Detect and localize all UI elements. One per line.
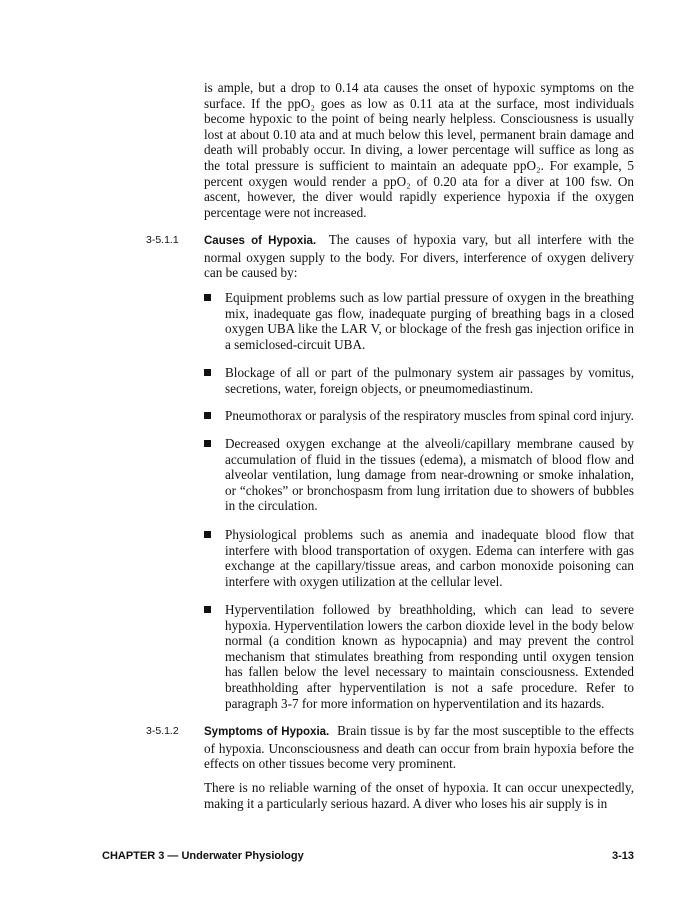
bullet-square-icon bbox=[204, 606, 211, 613]
intro-paragraph: is ample, but a drop to 0.14 ata causes the onset of hypoxic symptoms on the surface. If the ppO₂ goes as low as 0.11 ata at the surface, most individuals become hypoxic to the point of being nearly helpless. Consciousness is usually lost at about 0.10 ata and at much below this level, permanent brain damage and death will probably occur. In diving, a lower percentage will suffice as long as the total pressure is sufficient to maintain an adequate ppO₂. For example, 5 percent oxygen would render a ppO₂ of 0.20 ata for a diver at 100 fsw. On ascent, however, the diver would rapidly experience hypoxia if the oxygen percentage were not increased. bbox=[204, 80, 634, 220]
bullet-square-icon bbox=[204, 440, 211, 447]
page-number: 3-13 bbox=[611, 850, 634, 862]
bullet-square-icon bbox=[204, 294, 211, 301]
bullet-text: Hyperventilation followed by breathholding, which can lead to severe hypoxia. Hyperventilation lowers the carbon dioxide level in the body below normal (a condition known as hypocapnia) and may prevent the control mechanism that stimulates breathing from responding until oxygen tension has fallen below the level necessary to maintain consciousness. Extended breathholding after hyperventilation is not a safe procedure. Refer to paragraph 3-7 for more information on hyperventilation and its hazards. bbox=[225, 602, 634, 711]
section-number: 3-5.1.2 bbox=[146, 725, 179, 737]
bullet-square-icon bbox=[204, 531, 211, 538]
section-number: 3-5.1.1 bbox=[146, 234, 179, 246]
footer-chapter: CHAPTER 3 — Underwater Physiology bbox=[102, 850, 304, 862]
page-footer bbox=[102, 850, 634, 862]
section-paragraph bbox=[204, 232, 634, 281]
bullet-text: Equipment problems such as low partial pressure of oxygen in the breathing mix, inadequate gas flow, inadequate purging of breathing bags in a closed oxygen UBA like the LAR V, or blockage of the fresh gas injection orifice in a semiclosed-circuit UBA. bbox=[225, 290, 634, 352]
bullet-text: Decreased oxygen exchange at the alveoli/capillary membrane caused by accumulation of fluid in the tissues (edema), a mismatch of blood flow and alveolar ventilation, lung damage from near-drowning or smoke inhalation, or “chokes” or bronchospasm from lung irritation due to showers of bubbles in the circulation. bbox=[225, 436, 634, 514]
section-text: The causes of hypoxia vary, but all interfere with the normal oxygen supply to the body. For divers, interference of oxygen delivery can be caused by: bbox=[204, 232, 635, 281]
section-paragraph bbox=[204, 723, 634, 772]
section-title: Symptoms of Hypoxia. bbox=[204, 726, 330, 738]
symptoms-paragraph: There is no reliable warning of the onset of hypoxia. It can occur unexpectedly, making it a particularly serious hazard. A diver who loses his air supply is in bbox=[204, 780, 634, 811]
section-text: Brain tissue is by far the most susceptible to the effects of hypoxia. Unconsciousness and death can occur from brain hypoxia before the effects on other tissues become very prominent. bbox=[204, 723, 635, 772]
bullet-text: Physiological problems such as anemia and inadequate blood flow that interfere with blood transportation of oxygen. Edema can interfere with gas exchange at the capillary/tissue areas, and carbon monoxide poisoning can interfere with oxygen utilization at the cellular level. bbox=[225, 527, 634, 589]
section-title: Causes of Hypoxia. bbox=[204, 235, 317, 247]
bullet-square-icon bbox=[204, 412, 211, 419]
bullet-text: Pneumothorax or paralysis of the respiratory muscles from spinal cord injury. bbox=[225, 408, 634, 423]
bullet-square-icon bbox=[204, 369, 211, 376]
bullet-text: Blockage of all or part of the pulmonary system air passages by vomitus, secretions, water, foreign objects, or pneumomediastinum. bbox=[225, 365, 634, 396]
